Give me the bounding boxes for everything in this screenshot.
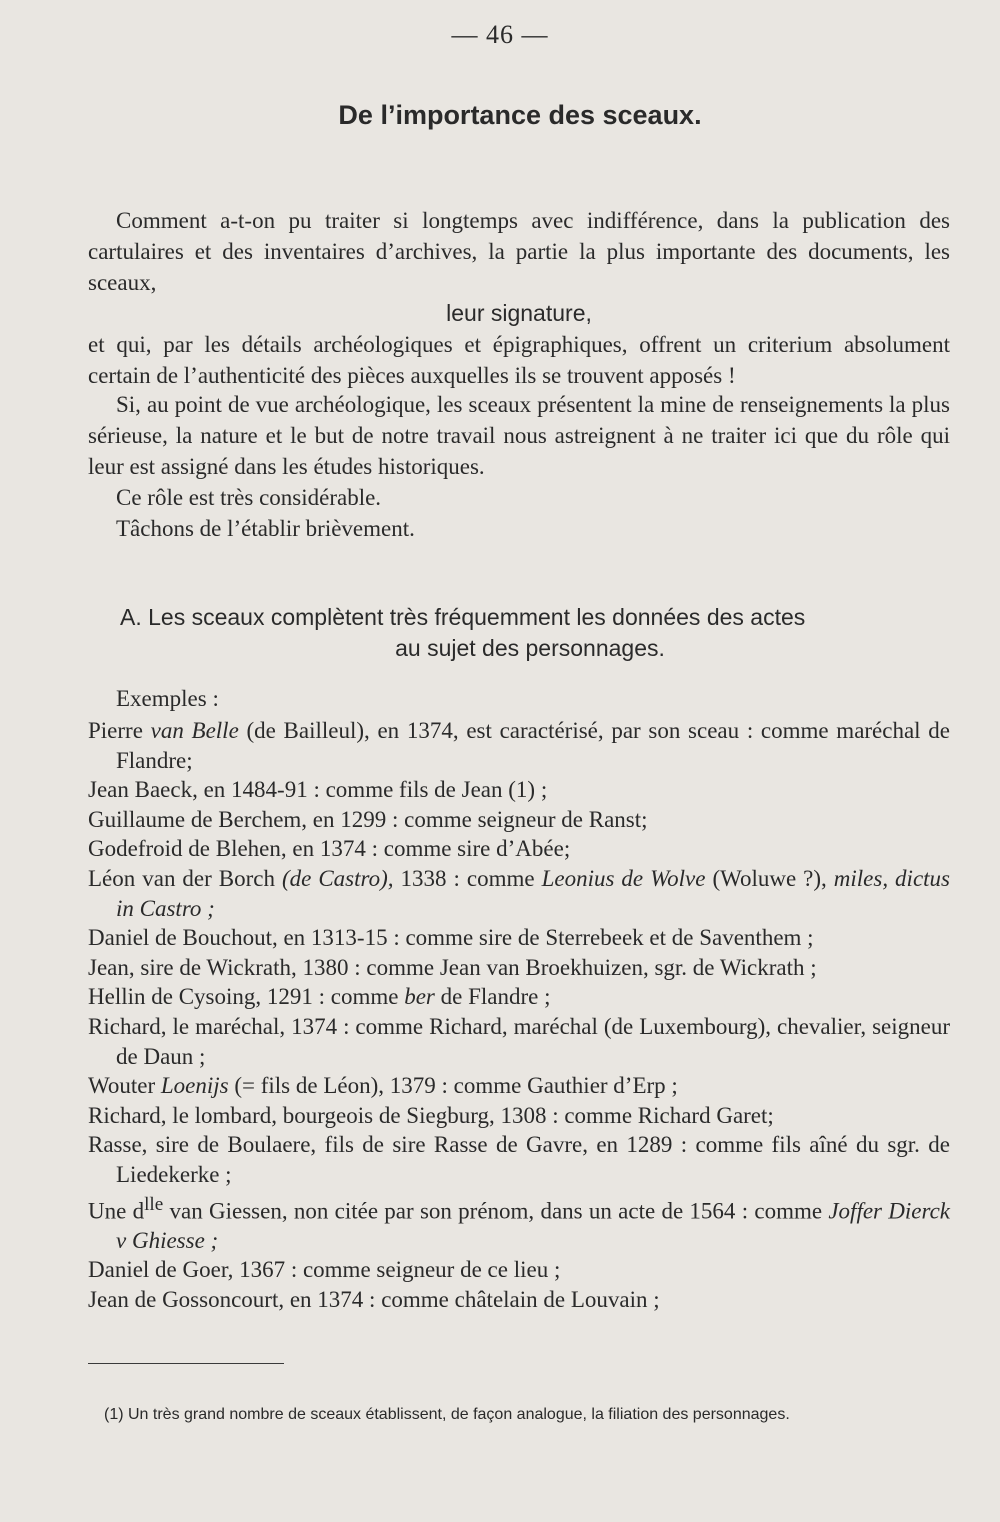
intro-paragraph-2: Si, au point de vue archéologique, les sceaux présentent la mine de renseignements la plus sérieuse, la nature et le but de notre travail nous astreignent à ne traiter ici que du rôle qui leur est assigné dans les études historiques. <box>88 392 950 479</box>
intro-paragraph-3: Ce rôle est très considérable. <box>116 485 382 510</box>
footnote: (1) Un très grand nombre de sceaux établissent, de façon analogue, la filiation des personnages. <box>104 1406 790 1423</box>
list-item: Jean de Gossoncourt, en 1374 : comme châtelain de Louvain ; <box>88 1286 660 1312</box>
page-title: De l’importance des sceaux. <box>338 100 702 130</box>
section-heading-line-2: au sujet des personnages. <box>395 635 665 661</box>
list-item: Jean Baeck, en 1484-91 : comme fils de Jean (1) ; <box>88 777 548 803</box>
intro-p1-part1: Comment a-t-on pu traiter si longtemps avec indifférence, dans la publication des cartulaires et des inventaires d’archives, la partie la plus importante des documents, les sceaux, <box>88 208 950 295</box>
list-item: Daniel de Bouchout, en 1313-15 : comme sire de Sterrebeek et de Saventhem ; <box>88 925 814 951</box>
list-item: Hellin de Cysoing, 1291 : comme ber de Flandre ; <box>88 984 551 1010</box>
list-item: Daniel de Goer, 1367 : comme seigneur de ce lieu ; <box>88 1257 561 1283</box>
list-item: Guillaume de Berchem, en 1299 : comme seigneur de Ranst; <box>88 806 648 832</box>
list-item: Jean, sire de Wickrath, 1380 : comme Jean van Broekhuizen, sgr. de Wickrath ; <box>88 954 817 980</box>
intro-p1-centered: leur signature, <box>446 300 592 326</box>
list-item: Richard, le maréchal, 1374 : comme Richard, maréchal (de Luxembourg), chevalier, seigneur de Daun ; <box>88 1013 950 1069</box>
list-item: Léon van der Borch (de Castro), 1338 : comme Leonius de Wolve (Woluwe ?), miles, dictus in Castro ; <box>88 865 950 921</box>
page-number: — 46 — <box>451 20 549 49</box>
intro-paragraph-1 <box>88 205 950 391</box>
list-item: Richard, le lombard, bourgeois de Siegburg, 1308 : comme Richard Garet; <box>88 1102 774 1128</box>
examples-label: Exemples : <box>116 686 219 711</box>
list-item: Pierre van Belle (de Bailleul), en 1374, est caractérisé, par son sceau : comme maréchal de Flandre; <box>88 718 950 773</box>
footnote-divider <box>88 1363 284 1364</box>
intro-p1-part2: et qui, par les détails archéologiques et épigraphiques, offrent un criterium absolument certain de l’authenticité des pièces auxquelles ils se trouvent apposés ! <box>88 332 950 388</box>
section-heading-line-1: A. Les sceaux complètent très fréquemment les données des actes <box>120 604 806 630</box>
intro-paragraph-4: Tâchons de l’établir brièvement. <box>116 516 415 541</box>
section-heading-a <box>120 602 940 664</box>
list-item: Une $d^{lle}$ van Giessen, non citée par son prénom, dans un acte de 1564 : comme Joffer Dierck v Ghiesse ; <box>88 1193 950 1253</box>
list-item: Godefroid de Blehen, en 1374 : comme sire d’Abée; <box>88 836 571 862</box>
examples-list <box>88 716 950 1315</box>
list-item: Rasse, sire de Boulaere, fils de sire Rasse de Gavre, en 1289 : comme fils aîné du sgr. de Liedekerke ; <box>88 1132 950 1187</box>
list-item: Wouter Loenijs (= fils de Léon), 1379 : comme Gauthier d’Erp ; <box>88 1073 678 1099</box>
